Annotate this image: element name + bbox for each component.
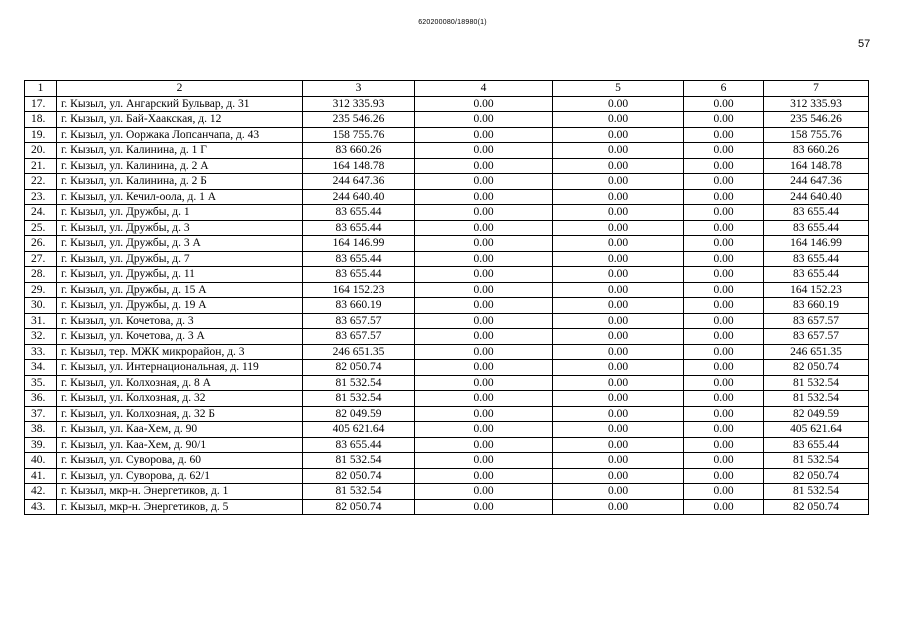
table-row <box>25 298 869 314</box>
value-cell: 0.00 <box>415 437 553 453</box>
row-number-cell: 21. <box>25 158 57 174</box>
value-cell: 0.00 <box>553 143 684 159</box>
total-cell: 83 657.57 <box>764 329 869 345</box>
value-cell: 0.00 <box>684 437 764 453</box>
row-number-cell: 37. <box>25 406 57 422</box>
total-cell: 83 655.44 <box>764 251 869 267</box>
total-cell: 83 655.44 <box>764 437 869 453</box>
address-cell: г. Кызыл, ул. Ооржака Лопсанчапа, д. 43 <box>57 127 303 143</box>
amount-cell: 81 532.54 <box>303 391 415 407</box>
table-row <box>25 375 869 391</box>
address-cell: г. Кызыл, ул. Бай-Хаакская, д. 12 <box>57 112 303 128</box>
value-cell: 0.00 <box>553 329 684 345</box>
column-header: 3 <box>303 81 415 97</box>
row-number-cell: 24. <box>25 205 57 221</box>
value-cell: 0.00 <box>553 406 684 422</box>
value-cell: 0.00 <box>553 267 684 283</box>
table-row <box>25 437 869 453</box>
value-cell: 0.00 <box>684 298 764 314</box>
value-cell: 0.00 <box>684 251 764 267</box>
row-number-cell: 42. <box>25 484 57 500</box>
address-cell: г. Кызыл, ул. Калинина, д. 2 А <box>57 158 303 174</box>
value-cell: 0.00 <box>684 205 764 221</box>
value-cell: 0.00 <box>553 422 684 438</box>
table-row <box>25 422 869 438</box>
value-cell: 0.00 <box>684 96 764 112</box>
table-row <box>25 499 869 515</box>
value-cell: 0.00 <box>415 251 553 267</box>
address-cell: г. Кызыл, ул. Кочетова, д. 3 А <box>57 329 303 345</box>
amount-cell: 82 050.74 <box>303 360 415 376</box>
address-cell: г. Кызыл, ул. Колхозная, д. 32 <box>57 391 303 407</box>
value-cell: 0.00 <box>684 375 764 391</box>
column-header: 1 <box>25 81 57 97</box>
table-row <box>25 251 869 267</box>
value-cell: 0.00 <box>415 189 553 205</box>
row-number-cell: 22. <box>25 174 57 190</box>
total-cell: 82 049.59 <box>764 406 869 422</box>
address-cell: г. Кызыл, ул. Кочетова, д. 3 <box>57 313 303 329</box>
value-cell: 0.00 <box>684 189 764 205</box>
amount-cell: 83 655.44 <box>303 205 415 221</box>
amount-cell: 312 335.93 <box>303 96 415 112</box>
value-cell: 0.00 <box>553 96 684 112</box>
value-cell: 0.00 <box>415 298 553 314</box>
table-body <box>25 96 869 515</box>
value-cell: 0.00 <box>415 375 553 391</box>
table-row <box>25 158 869 174</box>
address-cell: г. Кызыл, ул. Дружбы, д. 11 <box>57 267 303 283</box>
address-cell: г. Кызыл, ул. Дружбы, д. 3 А <box>57 236 303 252</box>
table-row <box>25 267 869 283</box>
table-row <box>25 468 869 484</box>
row-number-cell: 25. <box>25 220 57 236</box>
address-cell: г. Кызыл, ул. Суворова, д. 60 <box>57 453 303 469</box>
row-number-cell: 31. <box>25 313 57 329</box>
value-cell: 0.00 <box>553 220 684 236</box>
total-cell: 244 647.36 <box>764 174 869 190</box>
address-cell: г. Кызыл, ул. Колхозная, д. 8 А <box>57 375 303 391</box>
value-cell: 0.00 <box>415 220 553 236</box>
amount-cell: 244 640.40 <box>303 189 415 205</box>
address-cell: г. Кызыл, ул. Калинина, д. 1 Г <box>57 143 303 159</box>
value-cell: 0.00 <box>684 344 764 360</box>
amount-cell: 81 532.54 <box>303 453 415 469</box>
amount-cell: 81 532.54 <box>303 375 415 391</box>
row-number-cell: 36. <box>25 391 57 407</box>
value-cell: 0.00 <box>684 484 764 500</box>
table-row <box>25 143 869 159</box>
total-cell: 164 148.78 <box>764 158 869 174</box>
value-cell: 0.00 <box>415 344 553 360</box>
value-cell: 0.00 <box>553 344 684 360</box>
value-cell: 0.00 <box>553 282 684 298</box>
value-cell: 0.00 <box>553 391 684 407</box>
value-cell: 0.00 <box>415 267 553 283</box>
total-cell: 246 651.35 <box>764 344 869 360</box>
table-row <box>25 406 869 422</box>
value-cell: 0.00 <box>553 375 684 391</box>
value-cell: 0.00 <box>553 499 684 515</box>
total-cell: 83 660.26 <box>764 143 869 159</box>
column-header: 2 <box>57 81 303 97</box>
total-cell: 83 655.44 <box>764 267 869 283</box>
value-cell: 0.00 <box>415 205 553 221</box>
value-cell: 0.00 <box>415 360 553 376</box>
address-cell: г. Кызыл, ул. Дружбы, д. 15 А <box>57 282 303 298</box>
row-number-cell: 17. <box>25 96 57 112</box>
value-cell: 0.00 <box>415 453 553 469</box>
amount-cell: 83 657.57 <box>303 329 415 345</box>
table-row <box>25 484 869 500</box>
total-cell: 83 657.57 <box>764 313 869 329</box>
value-cell: 0.00 <box>553 127 684 143</box>
document-id: 620200080/18980(1) <box>418 19 487 26</box>
value-cell: 0.00 <box>684 468 764 484</box>
table-row <box>25 112 869 128</box>
value-cell: 0.00 <box>553 189 684 205</box>
table-row <box>25 189 869 205</box>
row-number-cell: 34. <box>25 360 57 376</box>
value-cell: 0.00 <box>684 313 764 329</box>
table-row <box>25 174 869 190</box>
value-cell: 0.00 <box>415 313 553 329</box>
row-number-cell: 33. <box>25 344 57 360</box>
amount-cell: 246 651.35 <box>303 344 415 360</box>
value-cell: 0.00 <box>415 127 553 143</box>
table-row <box>25 344 869 360</box>
table-row <box>25 127 869 143</box>
amount-cell: 83 655.44 <box>303 437 415 453</box>
amount-cell: 82 050.74 <box>303 468 415 484</box>
value-cell: 0.00 <box>553 205 684 221</box>
table-row <box>25 282 869 298</box>
amount-cell: 83 655.44 <box>303 251 415 267</box>
value-cell: 0.00 <box>684 282 764 298</box>
total-cell: 244 640.40 <box>764 189 869 205</box>
amount-cell: 164 148.78 <box>303 158 415 174</box>
total-cell: 82 050.74 <box>764 468 869 484</box>
value-cell: 0.00 <box>553 158 684 174</box>
value-cell: 0.00 <box>684 158 764 174</box>
value-cell: 0.00 <box>684 127 764 143</box>
total-cell: 81 532.54 <box>764 375 869 391</box>
amount-cell: 82 050.74 <box>303 499 415 515</box>
amount-cell: 405 621.64 <box>303 422 415 438</box>
value-cell: 0.00 <box>684 499 764 515</box>
value-cell: 0.00 <box>553 468 684 484</box>
amount-cell: 83 655.44 <box>303 220 415 236</box>
column-header: 7 <box>764 81 869 97</box>
value-cell: 0.00 <box>684 267 764 283</box>
value-cell: 0.00 <box>553 236 684 252</box>
value-cell: 0.00 <box>415 112 553 128</box>
address-cell: г. Кызыл, ул. Дружбы, д. 1 <box>57 205 303 221</box>
column-number-row <box>25 81 869 97</box>
page-number: 57 <box>858 38 871 50</box>
value-cell: 0.00 <box>415 158 553 174</box>
value-cell: 0.00 <box>553 313 684 329</box>
total-cell: 164 152.23 <box>764 282 869 298</box>
table-row <box>25 220 869 236</box>
row-number-cell: 28. <box>25 267 57 283</box>
total-cell: 312 335.93 <box>764 96 869 112</box>
row-number-cell: 40. <box>25 453 57 469</box>
total-cell: 83 660.19 <box>764 298 869 314</box>
value-cell: 0.00 <box>553 484 684 500</box>
row-number-cell: 18. <box>25 112 57 128</box>
row-number-cell: 35. <box>25 375 57 391</box>
value-cell: 0.00 <box>415 484 553 500</box>
address-cell: г. Кызыл, ул. Дружбы, д. 3 <box>57 220 303 236</box>
table-row <box>25 360 869 376</box>
value-cell: 0.00 <box>415 422 553 438</box>
value-cell: 0.00 <box>415 143 553 159</box>
total-cell: 405 621.64 <box>764 422 869 438</box>
value-cell: 0.00 <box>684 422 764 438</box>
total-cell: 81 532.54 <box>764 391 869 407</box>
value-cell: 0.00 <box>415 236 553 252</box>
value-cell: 0.00 <box>553 360 684 376</box>
value-cell: 0.00 <box>684 406 764 422</box>
amount-cell: 235 546.26 <box>303 112 415 128</box>
value-cell: 0.00 <box>415 96 553 112</box>
value-cell: 0.00 <box>684 143 764 159</box>
row-number-cell: 26. <box>25 236 57 252</box>
value-cell: 0.00 <box>415 282 553 298</box>
total-cell: 158 755.76 <box>764 127 869 143</box>
address-cell: г. Кызыл, ул. Ангарский Бульвар, д. 31 <box>57 96 303 112</box>
value-cell: 0.00 <box>415 468 553 484</box>
row-number-cell: 30. <box>25 298 57 314</box>
address-cell: г. Кызыл, ул. Каа-Хем, д. 90/1 <box>57 437 303 453</box>
address-cell: г. Кызыл, мкр-н. Энергетиков, д. 5 <box>57 499 303 515</box>
total-cell: 83 655.44 <box>764 220 869 236</box>
address-cell: г. Кызыл, мкр-н. Энергетиков, д. 1 <box>57 484 303 500</box>
value-cell: 0.00 <box>553 298 684 314</box>
table-row <box>25 236 869 252</box>
value-cell: 0.00 <box>415 499 553 515</box>
amount-cell: 83 657.57 <box>303 313 415 329</box>
table-row <box>25 313 869 329</box>
value-cell: 0.00 <box>553 437 684 453</box>
row-number-cell: 38. <box>25 422 57 438</box>
column-header: 6 <box>684 81 764 97</box>
row-number-cell: 29. <box>25 282 57 298</box>
value-cell: 0.00 <box>415 391 553 407</box>
column-header: 5 <box>553 81 684 97</box>
value-cell: 0.00 <box>415 406 553 422</box>
value-cell: 0.00 <box>553 112 684 128</box>
row-number-cell: 41. <box>25 468 57 484</box>
value-cell: 0.00 <box>684 112 764 128</box>
value-cell: 0.00 <box>684 220 764 236</box>
table-row <box>25 205 869 221</box>
amount-cell: 82 049.59 <box>303 406 415 422</box>
amount-cell: 81 532.54 <box>303 484 415 500</box>
total-cell: 81 532.54 <box>764 453 869 469</box>
address-cell: г. Кызыл, ул. Кечил-оола, д. 1 А <box>57 189 303 205</box>
amount-cell: 244 647.36 <box>303 174 415 190</box>
value-cell: 0.00 <box>684 453 764 469</box>
value-cell: 0.00 <box>684 236 764 252</box>
row-number-cell: 43. <box>25 499 57 515</box>
value-cell: 0.00 <box>684 391 764 407</box>
address-cell: г. Кызыл, ул. Дружбы, д. 19 А <box>57 298 303 314</box>
amount-cell: 83 660.19 <box>303 298 415 314</box>
address-cell: г. Кызыл, ул. Суворова, д. 62/1 <box>57 468 303 484</box>
address-cell: г. Кызыл, ул. Интернациональная, д. 119 <box>57 360 303 376</box>
value-cell: 0.00 <box>553 251 684 267</box>
row-number-cell: 39. <box>25 437 57 453</box>
address-cell: г. Кызыл, ул. Дружбы, д. 7 <box>57 251 303 267</box>
amount-cell: 83 655.44 <box>303 267 415 283</box>
total-cell: 81 532.54 <box>764 484 869 500</box>
value-cell: 0.00 <box>415 174 553 190</box>
total-cell: 164 146.99 <box>764 236 869 252</box>
total-cell: 83 655.44 <box>764 205 869 221</box>
total-cell: 235 546.26 <box>764 112 869 128</box>
value-cell: 0.00 <box>553 174 684 190</box>
value-cell: 0.00 <box>553 453 684 469</box>
table-row <box>25 96 869 112</box>
amount-cell: 164 152.23 <box>303 282 415 298</box>
row-number-cell: 20. <box>25 143 57 159</box>
address-register-table <box>24 80 869 515</box>
row-number-cell: 27. <box>25 251 57 267</box>
total-cell: 82 050.74 <box>764 499 869 515</box>
table-row <box>25 453 869 469</box>
table-row <box>25 391 869 407</box>
total-cell: 82 050.74 <box>764 360 869 376</box>
row-number-cell: 23. <box>25 189 57 205</box>
value-cell: 0.00 <box>684 329 764 345</box>
row-number-cell: 19. <box>25 127 57 143</box>
value-cell: 0.00 <box>684 174 764 190</box>
address-cell: г. Кызыл, ул. Каа-Хем, д. 90 <box>57 422 303 438</box>
table-row <box>25 329 869 345</box>
amount-cell: 164 146.99 <box>303 236 415 252</box>
address-cell: г. Кызыл, тер. МЖК микрорайон, д. 3 <box>57 344 303 360</box>
value-cell: 0.00 <box>415 329 553 345</box>
value-cell: 0.00 <box>684 360 764 376</box>
address-cell: г. Кызыл, ул. Колхозная, д. 32 Б <box>57 406 303 422</box>
row-number-cell: 32. <box>25 329 57 345</box>
amount-cell: 83 660.26 <box>303 143 415 159</box>
address-cell: г. Кызыл, ул. Калинина, д. 2 Б <box>57 174 303 190</box>
column-header: 4 <box>415 81 553 97</box>
amount-cell: 158 755.76 <box>303 127 415 143</box>
